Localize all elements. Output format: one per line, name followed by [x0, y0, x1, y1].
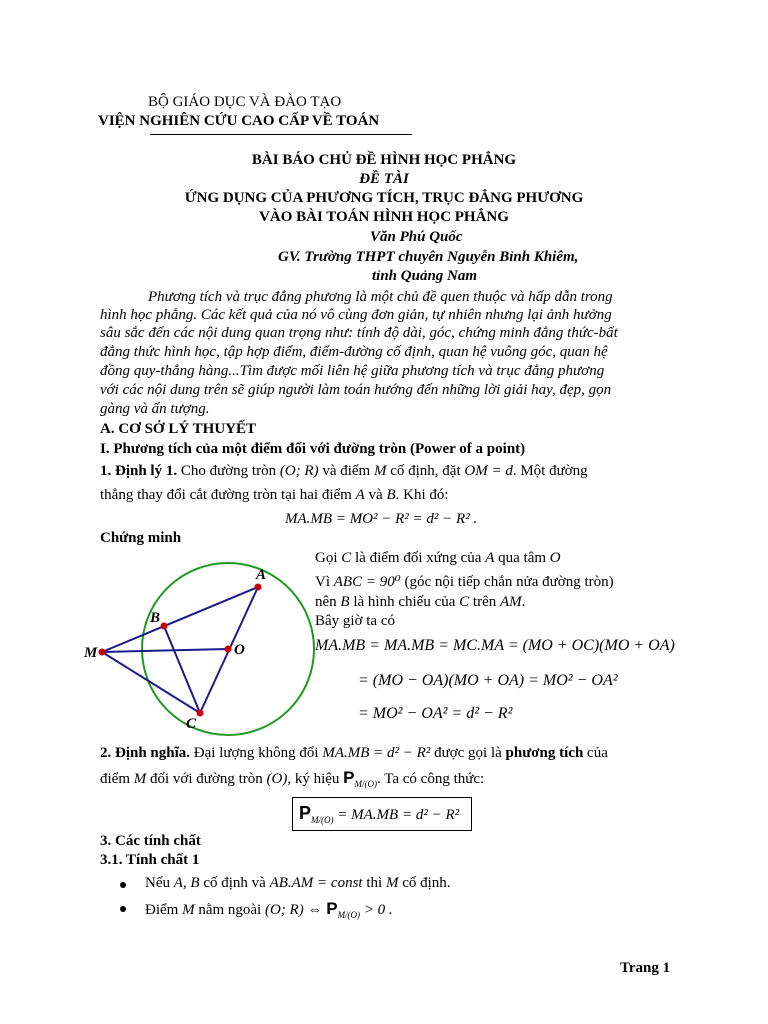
author: Văn Phú Quốc — [370, 229, 463, 245]
definition-label: 2. Định nghĩa. — [100, 745, 191, 761]
proof-equation-2: = (MO − OA)(MO + OA) = MO² − OA² — [358, 672, 618, 689]
label-o: O — [234, 642, 245, 658]
proof-line-1 — [315, 550, 561, 567]
proof-text: trên — [472, 594, 497, 610]
segment-mo — [102, 649, 228, 652]
bullet-icon — [120, 882, 126, 888]
proof-heading: Chứng minh — [100, 530, 182, 546]
property-expression: (O; R) ⇔ — [264, 902, 323, 918]
point-m: M — [385, 875, 399, 891]
abstract-line: gàng và ấn tượng. — [100, 401, 210, 417]
segment-mc — [102, 652, 200, 713]
header-rule — [150, 134, 412, 135]
point-c-dot — [197, 710, 204, 717]
theorem-text: Cho đường tròn — [180, 463, 277, 479]
institute-name: VIỆN NGHIÊN CỨU CAO CẤP VỀ TOÁN — [98, 113, 380, 129]
definition-text: điểm — [100, 771, 130, 787]
point-m: M — [373, 463, 387, 479]
definition-text: của — [587, 745, 608, 761]
property-1-heading: 3.1. Tính chất 1 — [100, 852, 200, 868]
power-symbol: P — [299, 803, 312, 823]
section-a-heading: A. CƠ SỞ LÝ THUYẾT — [100, 421, 257, 437]
angle-abc: ABC = 90⁰ — [333, 574, 401, 590]
property-text: cố định và — [203, 875, 266, 891]
property-expression: > 0 . — [363, 902, 393, 918]
power-symbol: P — [343, 768, 355, 787]
point-b: B — [386, 487, 396, 503]
point-m: M — [133, 771, 147, 787]
proof-line-3 — [315, 594, 525, 611]
label-c: C — [186, 716, 197, 732]
label-m: M — [84, 645, 98, 661]
definition-line-1 — [100, 745, 608, 762]
abstract-line: đẳng thức hình học, tập hợp điểm, điểm-đường cố định, quan hệ vuông góc, quan hệ — [100, 344, 608, 360]
definition-text: , ký hiệu — [287, 771, 340, 787]
point-c: C — [459, 594, 470, 610]
property-text: Điểm — [145, 902, 179, 918]
proof-text: qua tâm — [498, 550, 547, 566]
abstract-line: đồng quy-thẳng hàng...Tìm được mối liên hệ giữa phương tích và trục đẳng phương — [100, 363, 605, 379]
segment-am: AM — [499, 594, 522, 610]
point-o: O — [549, 550, 561, 566]
section-i-heading: I. Phương tích của một điểm đối với đường tròn (Power of a point) — [100, 441, 526, 457]
property-bullet-2 — [145, 899, 393, 920]
power-subscript: M/(O) — [354, 779, 377, 789]
property-text: thì — [366, 875, 383, 891]
proof-line-4: Bây giờ ta có — [315, 613, 395, 629]
power-formula-expression: = MA.MB = d² − R² — [337, 807, 460, 823]
ministry-name: BỘ GIÁO DỤC VÀ ĐÀO TẠO — [148, 94, 342, 110]
point-a-dot — [255, 584, 262, 591]
point-b-dot — [161, 623, 168, 630]
point-c: C — [341, 550, 352, 566]
abstract-line: Phương tích và trục đẳng phương là một chủ đề quen thuộc và hấp dẫn trong — [148, 289, 613, 305]
page-number: Trang 1 — [620, 960, 671, 976]
theorem-text: cố định, đặt — [390, 463, 461, 479]
properties-heading: 3. Các tính chất — [100, 833, 201, 849]
circle-notation: (O; R) — [279, 463, 319, 479]
theorem-formula: MA.MB = MO² − R² = d² − R² . — [285, 511, 478, 527]
theorem-text: . Một đường — [512, 463, 588, 479]
point-m-dot — [99, 649, 106, 656]
affiliation: GV. Trường THPT chuyên Nguyễn Bỉnh Khiêm, — [278, 249, 579, 265]
proof-text: Vì — [315, 574, 330, 590]
property-text: cố định. — [402, 875, 451, 891]
theorem-text: . Khi đó: — [395, 487, 449, 503]
property-text: nằm ngoài — [198, 902, 262, 918]
theorem-line-2 — [100, 487, 449, 504]
title-line-2: ĐỀ TÀI — [359, 171, 409, 187]
theorem-label: 1. Định lý 1. — [100, 463, 178, 479]
proof-text: . — [521, 594, 526, 610]
power-symbol: P — [326, 899, 338, 918]
definition-text: Đại lượng không đổi — [193, 745, 319, 761]
proof-text: là hình chiếu của — [353, 594, 456, 610]
power-formula-box — [292, 797, 472, 831]
definition-expression: MA.MB = d² − R² — [322, 745, 431, 761]
property-expression: AB.AM = const — [269, 875, 363, 891]
power-subscript: M/(O) — [311, 815, 334, 825]
property-text: Nếu — [145, 875, 170, 891]
geometry-figure — [80, 560, 310, 730]
power-formula — [299, 803, 459, 825]
point-b: B — [340, 594, 350, 610]
proof-text: là điểm đối xứng của — [355, 550, 482, 566]
title-line-1: BÀI BÁO CHỦ ĐỀ HÌNH HỌC PHẲNG — [251, 152, 517, 168]
proof-text: nên — [315, 594, 337, 610]
definition-text: đối với đường tròn — [150, 771, 263, 787]
theorem-text: và điểm — [322, 463, 371, 479]
abstract-line: sâu sắc đến các nội dung quan trọng như: tính độ dài, góc, chứng minh đẳng thức-bất — [100, 325, 618, 341]
property-bullet-1 — [145, 875, 451, 892]
label-b: B — [150, 610, 161, 626]
label-a: A — [256, 567, 267, 583]
definition-text: . Ta có công thức: — [377, 771, 485, 787]
bullet-icon — [120, 906, 126, 912]
title-line-4: VÀO BÀI TOÁN HÌNH HỌC PHẲNG — [259, 209, 509, 225]
proof-text: Gọi — [315, 550, 338, 566]
abstract-line: với các nội dung trên sẽ giúp người làm toán hướng đến những lời giải hay, đẹp, gọn — [100, 382, 612, 398]
definition-text: được gọi là — [434, 745, 502, 761]
theorem-line-1 — [100, 463, 588, 480]
abstract-line: hình học phẳng. Các kết quả của nó vô cùng đơn giản, tự nhiên nhưng lại ảnh hưởng — [100, 307, 612, 323]
circle-o-notation: (O) — [266, 771, 288, 787]
province: tỉnh Quảng Nam — [372, 268, 478, 284]
power-subscript: M/(O) — [337, 910, 361, 920]
definition-term: phương tích — [505, 745, 584, 761]
segment-bc — [164, 626, 200, 713]
proof-line-2 — [315, 572, 614, 591]
point-o-dot — [225, 646, 232, 653]
proof-text: (góc nội tiếp chắn nửa đường tròn) — [404, 574, 614, 590]
definition-line-2 — [100, 768, 484, 789]
point-m: M — [182, 902, 195, 918]
points-ab: A, B — [173, 875, 200, 891]
theorem-text: và — [368, 487, 383, 503]
point-a: A — [355, 487, 365, 503]
point-a: A — [485, 550, 495, 566]
theorem-text: thẳng thay đổi cắt đường tròn tại hai điểm — [100, 487, 352, 503]
proof-equation-1: MA.MB = MA.MB = MC.MA = (MO + OC)(MO + OA) — [315, 637, 675, 654]
om-equation: OM = d — [464, 463, 513, 479]
title-line-3: ỨNG DỤNG CỦA PHƯƠNG TÍCH, TRỤC ĐẲNG PHƯƠNG — [184, 190, 584, 206]
proof-equation-3: = MO² − OA² = d² − R² — [358, 705, 513, 722]
